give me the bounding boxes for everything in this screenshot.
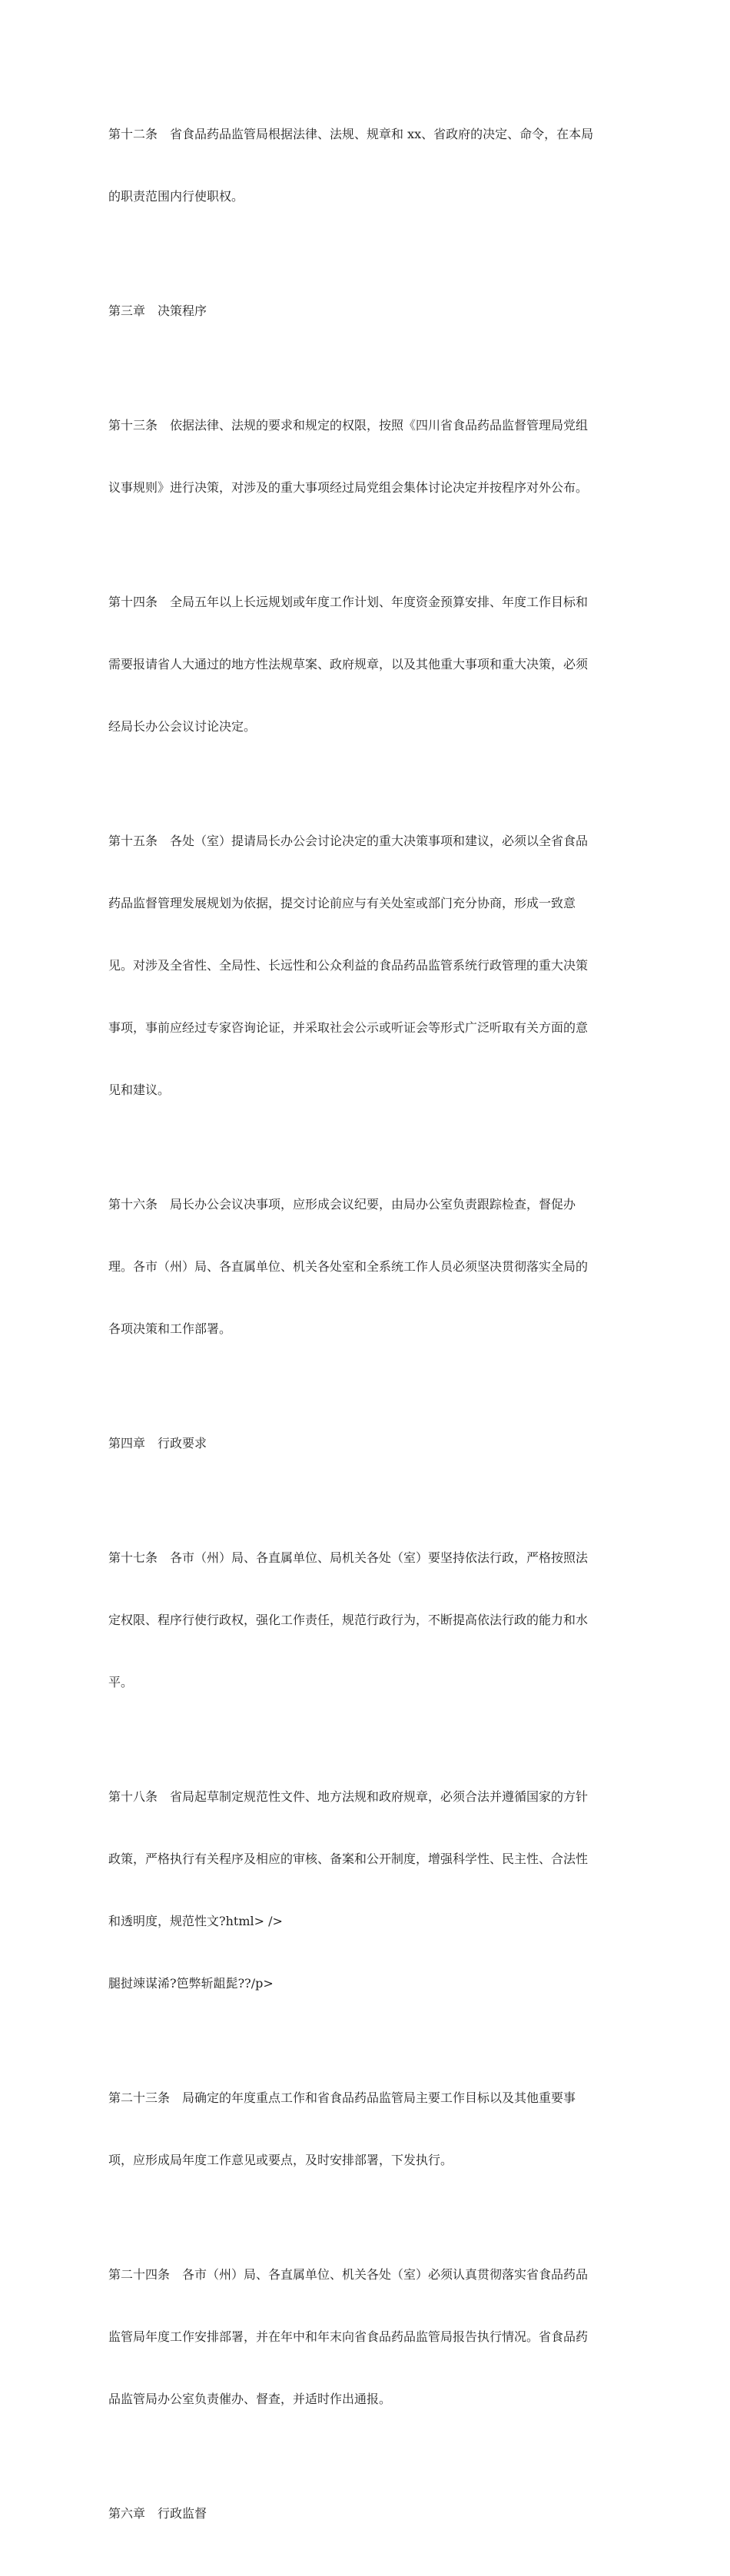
text-line: 品监管局办公室负责催办、督查，并适时作出通报。 (108, 2392, 392, 2406)
heading-text: 第四章 行政要求 (108, 1436, 207, 1450)
text-line: 第二十三条 局确定的年度重点工作和省食品药品监管局主要工作目标以及其他重要事 (108, 2090, 576, 2105)
text-line: 见和建议。 (108, 1082, 171, 1097)
text-line: 议事规则》进行决策，对涉及的重大事项经过局党组会集体讨论决定并按程序对外公布。 (108, 480, 589, 495)
text-line: 第十六条 局长办公会议决事项，应形成会议纪要，由局办公室负责跟踪检查，督促办 (108, 1197, 576, 1212)
text-line: 项，应形成局年度工作意见或要点，及时安排部署，下发执行。 (108, 2153, 453, 2167)
text-line: 第十五条 各处（室）提请局长办公会讨论决定的重大决策事项和建议，必须以全省食品 (108, 834, 589, 848)
chapter-4-heading (108, 1391, 622, 1495)
text-line: 第二十四条 各市（州）局、各直属单位、机关各处（室）必须认真贯彻落实省食品药品 (108, 2267, 589, 2282)
heading-text: 第三章 决策程序 (108, 303, 207, 318)
article-12 (108, 82, 622, 248)
chapter-3-heading (108, 259, 622, 363)
text-line: 第十二条 省食品药品监管局根据法律、法规、规章和 xx、省政府的决定、命令，在本局 (108, 127, 594, 141)
text-line: 定权限、程序行使行政权，强化工作责任，规范行政行为，不断提高依法行政的能力和水 (108, 1613, 589, 1627)
text-line: 理。各市（州）局、各直属单位、机关各处室和全系统工作人员必须坚决贯彻落实全局的 (108, 1259, 589, 1274)
text-line: 药品监督管理发展规划为依据，提交讨论前应与有关处室或部门充分协商，形成一致意 (108, 896, 576, 910)
article-15 (108, 789, 622, 1142)
text-line: 第十八条 省局起草制定规范性文件、地方法规和政府规章，必须合法并遵循国家的方针 (108, 1789, 589, 1804)
article-23 (108, 2046, 622, 2212)
text-line: 见。对涉及全省性、全局性、长远性和公众利益的食品药品监管系统行政管理的重大决策 (108, 958, 589, 973)
text-line: 监管局年度工作安排部署，并在年中和年末向省食品药品监管局报告执行情况。省食品药 (108, 2329, 589, 2344)
article-14 (108, 550, 622, 778)
text-line: 平。 (108, 1675, 134, 1689)
article-13 (108, 373, 622, 539)
article-24 (108, 2223, 622, 2451)
text-line: 事项，事前应经过专家咨询论证，并采取社会公示或听证会等形式广泛听取有关方面的意 (108, 1020, 589, 1035)
text-line: 第十四条 全局五年以上长远规划或年度工作计划、年度资金预算安排、年度工作目标和 (108, 595, 589, 609)
text-line: 政策，严格执行有关程序及相应的审核、备案和公开制度，增强科学性、民主性、合法性 (108, 1852, 589, 1866)
article-16 (108, 1152, 622, 1381)
text-line: 的职责范围内行使职权。 (108, 189, 244, 204)
heading-text: 第六章 行政监督 (108, 2506, 207, 2521)
text-line: 第十七条 各市（州）局、各直属单位、局机关各处（室）要坚持依法行政，严格按照法 (108, 1550, 589, 1565)
article-18 (108, 1745, 622, 2035)
text-line: 各项决策和工作部署。 (108, 1321, 232, 1336)
text-line: 需要报请省人大通过的地方性法规草案、政府规章，以及其他重大事项和重大决策，必须 (108, 657, 589, 671)
document-page (108, 82, 622, 2576)
text-line: 第十三条 依据法律、法规的要求和规定的权限，按照《四川省食品药品监督管理局党组 (108, 418, 589, 433)
text-line: 腿挝竦谋浠?笆弊斩龃髭??/p> (108, 1976, 274, 1991)
chapter-6-heading (108, 2462, 622, 2565)
article-17 (108, 1506, 622, 1734)
text-line: 经局长办公会议讨论决定。 (108, 719, 257, 734)
text-line: 和透明度，规范性文?html> /> (108, 1914, 283, 1928)
